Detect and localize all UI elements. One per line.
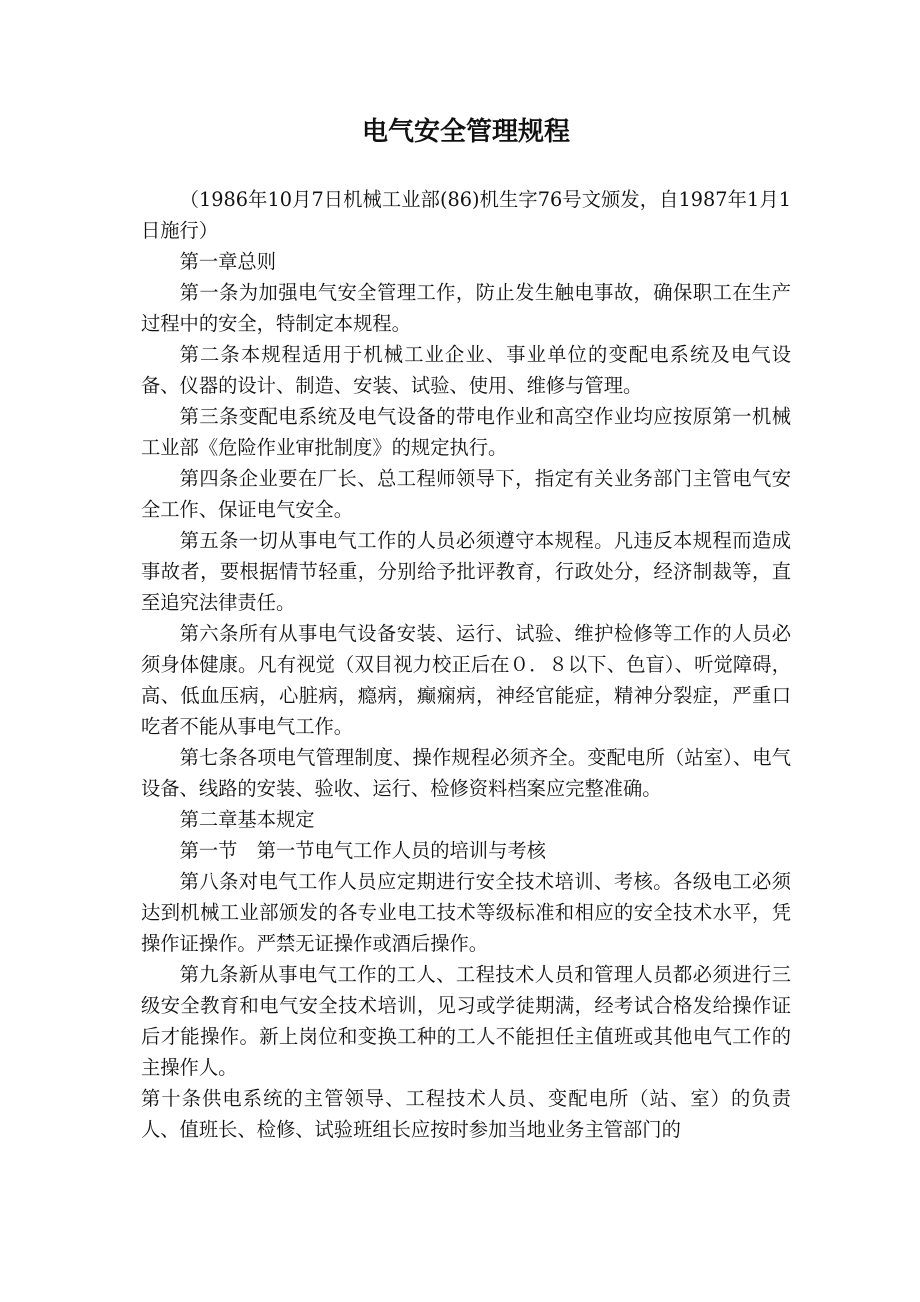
article-paragraph: 第十条供电系统的主管领导、工程技术人员、变配电所（站、室）的负责人、值班长、检修、试验班组长应按时参加当地业务主管部门的 xyxy=(141,1087,791,1141)
article-paragraph: 第七条各项电气管理制度、操作规程必须齐全。变配电所（站室）、电气设备、线路的安装、验收、运行、检修资料档案应完整准确。 xyxy=(141,746,791,800)
article-paragraph: 第八条对电气工作人员应定期进行安全技术培训、考核。各级电工必须达到机械工业部颁发的各专业电工技术等级标准和相应的安全技术水平，凭操作证操作。严禁无证操作或酒后操作。 xyxy=(141,870,791,955)
article-paragraph: 第三条变配电系统及电气设备的带电作业和高空作业均应按原第一机械工业部《危险作业审批制度》的规定执行。 xyxy=(141,405,791,459)
chapter-heading: 第一章总则 xyxy=(179,250,276,273)
article-paragraph: 第四条企业要在厂长、总工程师领导下，指定有关业务部门主管电气安全工作、保证电气安全。 xyxy=(141,467,791,521)
document-title: 电气安全管理规程 xyxy=(361,117,570,147)
article-paragraph: 第六条所有从事电气设备安装、运行、试验、维护检修等工作的人员必须身体健康。凡有视觉（双目视力校正后在０．８以下、色盲）、听觉障碍，高、低血压病，心脏病，瘾病，癫痫病，神经官能症，精神分裂症，严重口吃者不能从事电气工作。 xyxy=(141,622,791,738)
document-body xyxy=(141,184,791,1145)
article-paragraph: 第二条本规程适用于机械工业企业、事业单位的变配电系统及电气设备、仪器的设计、制造、安装、试验、使用、维修与管理。 xyxy=(141,343,791,397)
section-heading: 第一节 第一节电气工作人员的培训与考核 xyxy=(179,839,546,862)
article-paragraph: 第九条新从事电气工作的工人、工程技术人员和管理人员都必须进行三级安全教育和电气安全技术培训，见习或学徒期满，经考试合格发给操作证后才能操作。新上岗位和变换工种的工人不能担任主值班或其他电气工作的主操作人。 xyxy=(141,963,791,1079)
article-paragraph: 第五条一切从事电气工作的人员必须遵守本规程。凡违反本规程而造成事故者，要根据情节轻重，分别给予批评教育，行政处分，经济制裁等，直至追究法律责任。 xyxy=(141,529,791,614)
article-paragraph: 第一条为加强电气安全管理工作，防止发生触电事故，确保职工在生产过程中的安全，特制定本规程。 xyxy=(141,281,791,335)
issuance-note: （1986年10月7日机械工业部(86)机生字76号文颁发，自1987年1月1日施行） xyxy=(141,188,791,242)
chapter-heading: 第二章基本规定 xyxy=(179,808,315,831)
